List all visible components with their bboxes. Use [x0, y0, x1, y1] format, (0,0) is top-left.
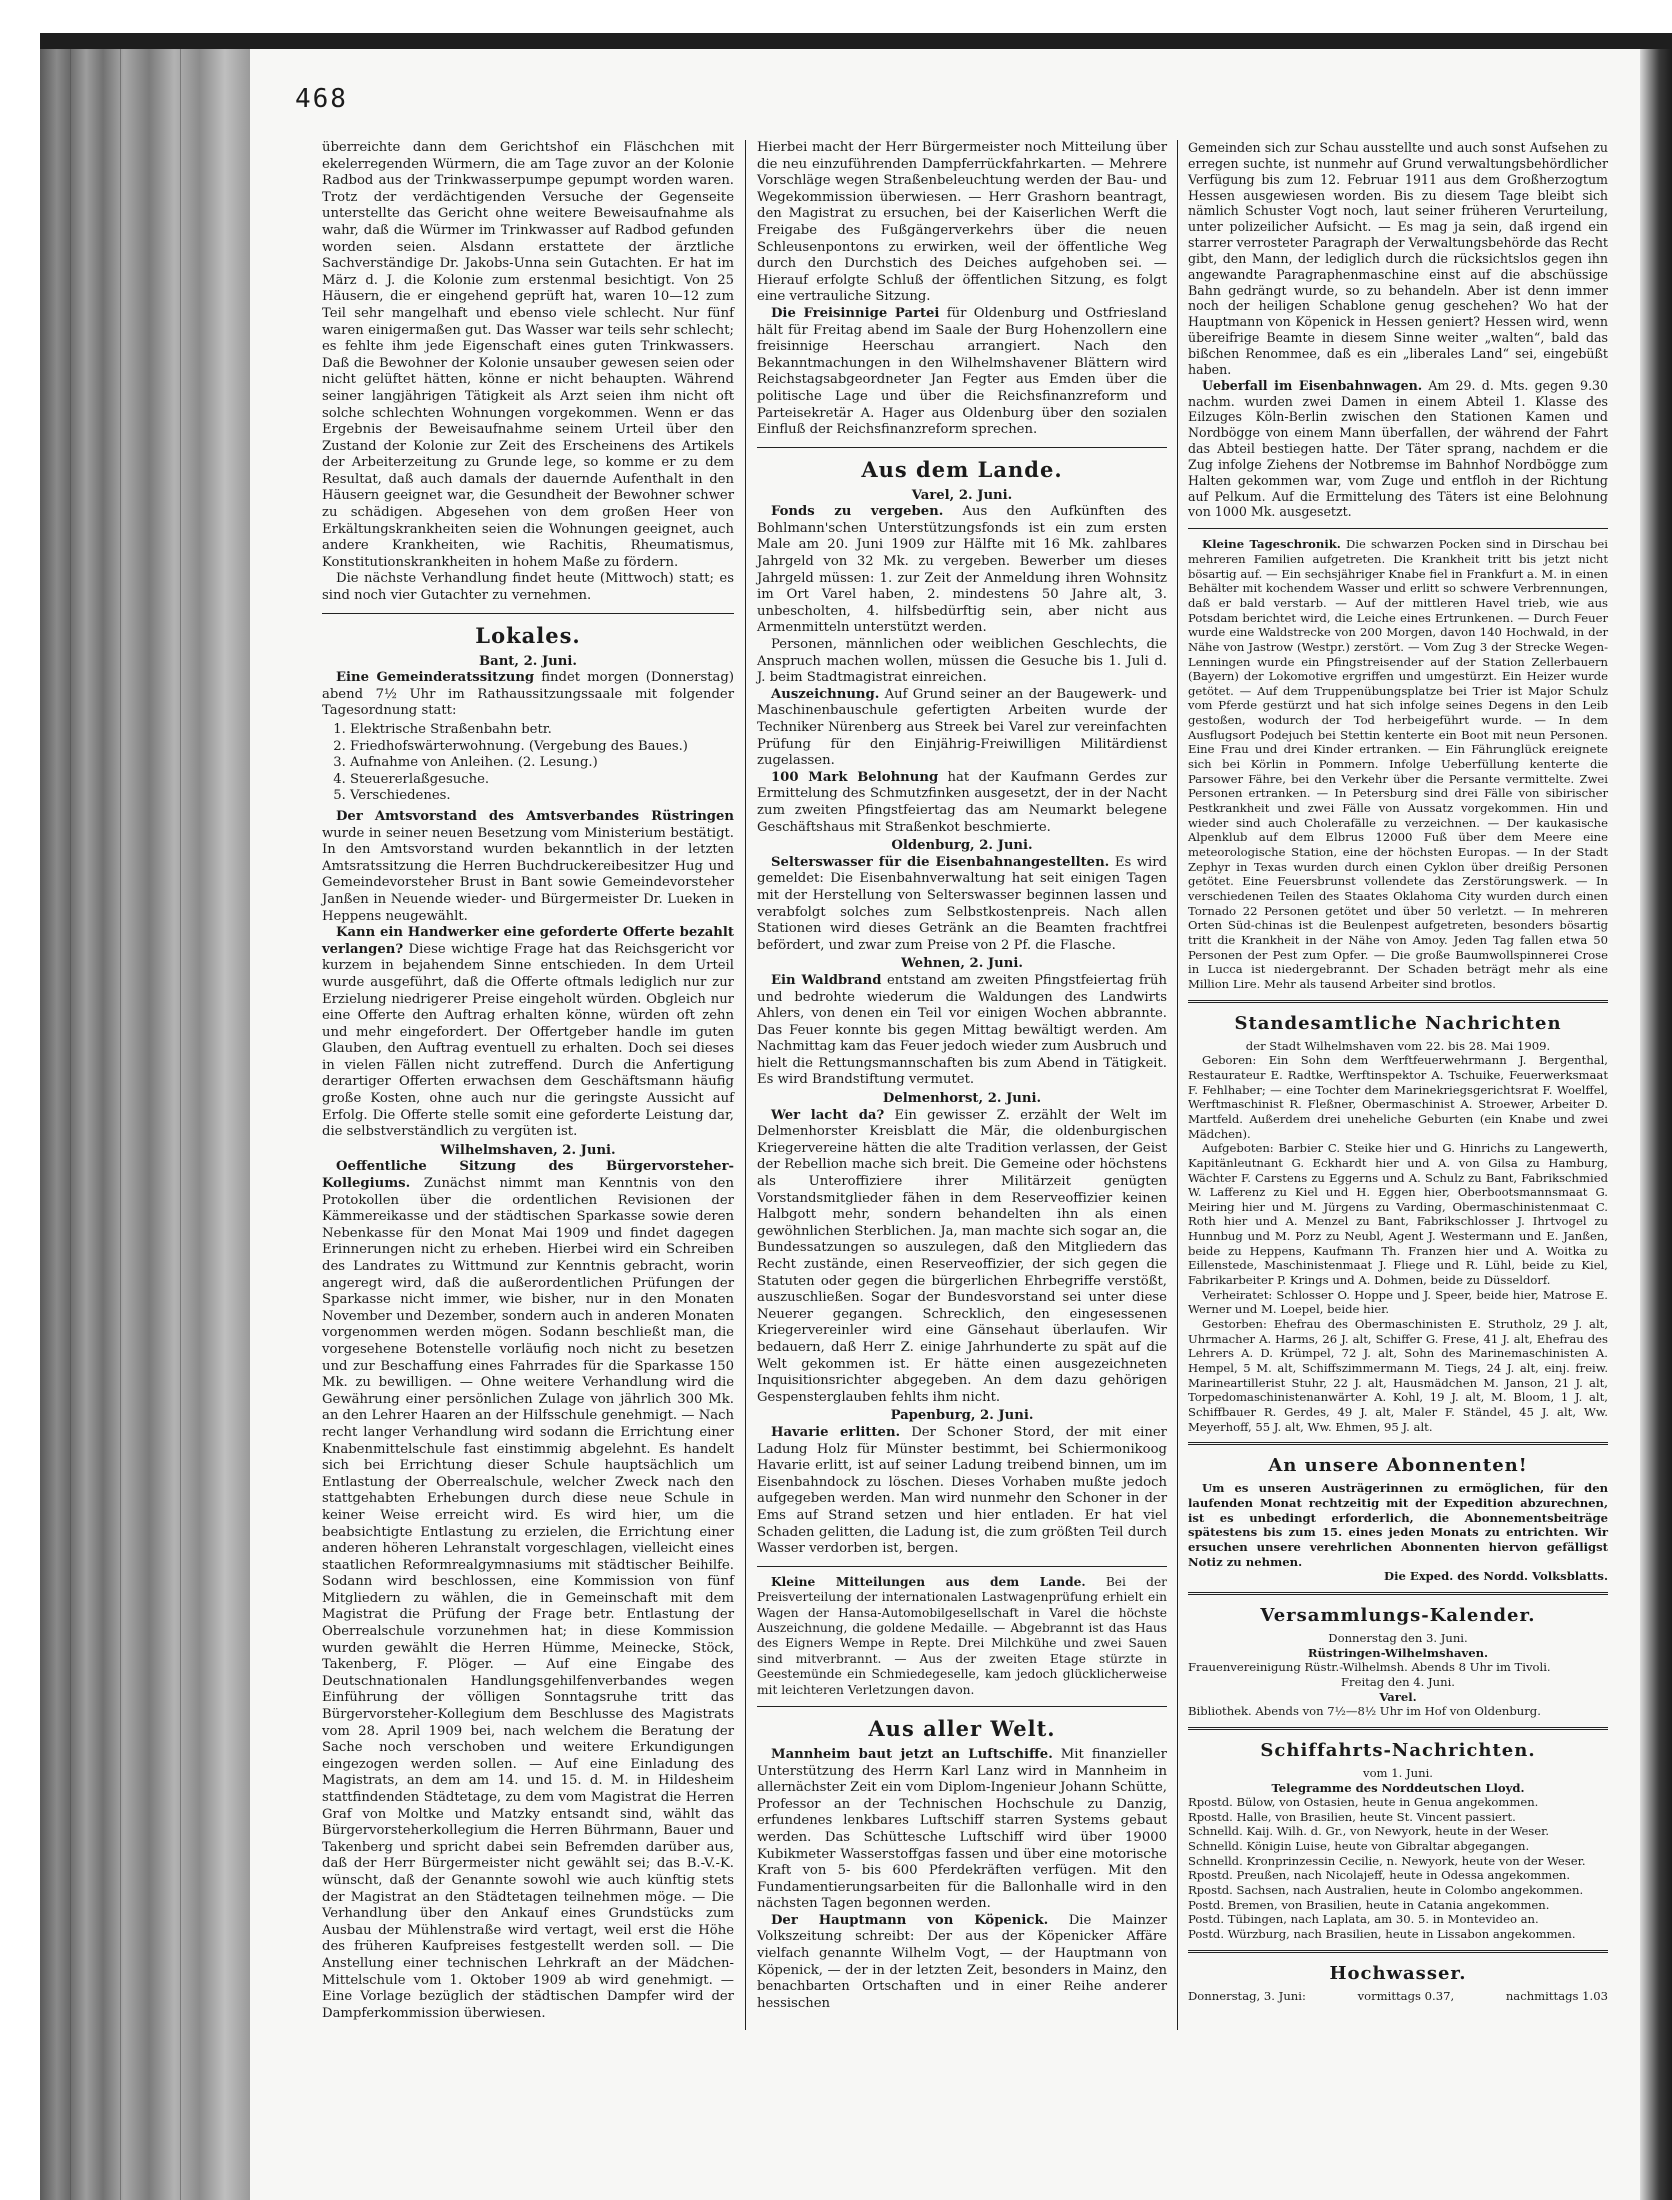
article-text: Die nächste Verhandlung findet heute (Mittwoch) statt; es sind noch vier Gutachter zu vernehmen.: [322, 571, 734, 604]
article-text: Hierbei macht der Herr Bürgermeister noch Mitteilung über die neu einzuführenden Dampferrückfahrkarten. — Mehrere Vorschläge wegen Straßenbeleuchtung werden der Bau- und Wegekommission überwiesen. — Herr Grashorn beantragt, den Magistrat zu ersuchen, bei der Kaiserlichen Werft die Freigabe des Fußgängerverkehrs über die neuen Schleusenpontons zu erwirken, weil der öffentliche Weg durch den Durchstich des Deiches aufgehoben sei. — Hierauf erfolgte Schluß der öffentlichen Sitzung, es folgt eine vertrauliche Sitzung.: [757, 140, 1167, 305]
shipping-item: Rpostd. Halle, von Brasilien, heute St. Vincent passiert.: [1188, 1809, 1516, 1824]
calendar-item: Bibliothek. Abends von 7½—8½ Uhr im Hof von Oldenburg.: [1188, 1704, 1541, 1719]
marriage-records: Verheiratet: Schlosser O. Hoppe und J. Speer, beide hier, Matrose E. Werner und M. Loepel, beide hier.: [1188, 1287, 1608, 1317]
shipping-item: Rpostd. Bülow, von Ostasien, heute in Genua angekommen.: [1188, 1795, 1539, 1810]
birth-records: Geboren: Ein Sohn dem Werftfeuerwehrmann J. Bergenthal, Restaurateur E. Radtke, Werftinspektor A. Tschuike, Feuerwerksmaat F. Fehlhaber; — eine Tochter dem Marinekriegsgerichtsrat F. Woelffel, Werftmaschinist R. Fleßner, Obermaschinist A. Stroewer, Arbeiter D. Martfeld. Außerdem drei uneheliche Geburten (ein Knabe und zwei Mädchen).: [1188, 1053, 1608, 1141]
article-text: für Oldenburg und Ostfriesland hält für Freitag abend im Saale der Burg Hohenzollern eine freisinnige Heerschau arrangiert. Nach den Bekanntmachungen in den Wilhelmshavener Blättern wird Reichstagsabgeordneter Jan Fegter aus Emden über die politische Lage und über die Reichsfinanzreform und Parteisekretär A. Hager aus Oldenburg über den sozialen Einfluß der Reichsfinanzreform sprechen.: [757, 305, 1167, 438]
tide-morning: vormittags 0.37,: [1357, 1988, 1455, 2003]
agenda-list: [336, 722, 734, 805]
article-heading: Kleine Tageschronik.: [1202, 537, 1341, 552]
shipping-item: Postd. Bremen, von Brasilien, heute in Catania angekommen.: [1188, 1897, 1550, 1912]
spine-edge: [180, 49, 181, 2200]
page-edge-shadow: [1640, 49, 1672, 2200]
divider: [757, 447, 1167, 448]
spine-edge: [120, 49, 121, 2200]
shipping-item: Schnelld. Kaij. Wilh. d. Gr., von Newyork, heute in der Weser.: [1188, 1824, 1550, 1839]
calendar-date: Donnerstag den 3. Juni.: [1328, 1630, 1468, 1645]
article-text: Auf Grund seiner an der Baugewerk- und Maschinenbauschule gefertigten Arbeiten wurde der Techniker Nürenberg aus Streek bei Varel zur vereinfachten Prüfung für den Einjährig-Freiwilligen Militärdienst zugelassen.: [757, 686, 1167, 769]
article-heading: Wer lacht da?: [771, 1107, 885, 1123]
column-1: [322, 140, 734, 2022]
article-heading: 100 Mark Belohnung: [771, 769, 939, 785]
article-heading: Ein Waldbrand: [771, 972, 882, 988]
article-text: Die schwarzen Pocken sind in Dirschau bei mehreren Familien aufgetreten. Die Krankheit tritt bis jetzt nicht bösartig auf. — Ein sechsjähriger Knabe fiel in Frankfurt a. M. in einen Behälter mit kochendem Wasser und erlitt so schwere Verbrennungen, daß er bald verstarb. — Auf der mittleren Havel trieb, wie aus Potsdam berichtet wird, die Leiche eines Ertrunkenen. — Durch Feuer wurde eine Waldstrecke von 200 Morgen, davon 140 Hochwald, in der Nähe von Jastrow (Westpr.) zerstört. — Vom Zug 3 der Strecke Wegen-Lenningen wurde ein Pfingstreisender auf der Station Zellerbauern (Bayern) der Lokomotive ergriffen und umgestürzt. Ein Heizer wurde getötet. — Auf dem Truppenübungsplatze bei Trier ist Major Schulz vom Pferde gestürzt und hat sich infolge seines Degens in den Leib gestoßen, wodurch der Tod herbeigeführt wurde. — In dem Ausflugsort Podejuch bei Stettin kenterte ein Boot mit neun Personen. Eine Frau und drei Kinder ertranken. — Ein Fährunglück ereignete sich bei Körlin in Pommern. Infolge Ueberfüllung kenterte die Parsower Fähre, bei den Verkehr über die Persante vermittelte. Zwei Personen ertranken. — In Petersburg sind drei Fälle von sibirischer Pestkrankheit und zwei Fälle von Aussatz vorgekommen. Hin und wieder sind auch Cholerafälle zu verzeichnen. — Der kaukasische Alpenklub auf dem Elbrus 12000 Fuß über dem Meere eine meteorologische Station, eine der höchsten Europas. — In der Stadt Zephyr in Texas wurden durch einen Cyklon über dreißig Personen getötet. Eine Feuersbrunst vollendete das Zerstörungswerk. — In verschiedenen Teilen des Staates Oklahoma City wurden durch einen Tornado 22 Personen getötet und über 50 verletzt. — In mehreren Orten Süd-chinas ist die Beulenpest aufgetreten, besonders bösartig tritt die Krankheit in der Nähe von Amoy. Jeden Tag fallen etwa 50 Personen der Pest zum Opfer. — Die große Baumwollspinnerei Crose in Lucca ist niedergebrannt. Der Schaden beträgt mehr als eine Million Lire. Mehr als tausend Arbeiter sind brotlos.: [1188, 537, 1608, 991]
tide-afternoon: nachmittags 1.03: [1505, 1988, 1608, 2003]
divider: [1188, 1950, 1608, 1953]
article-text: hat der Kaufmann Gerdes zur Ermittelung des Schmutzfinken ausgesetzt, der in der Nacht zum zweiten Pfingstfeiertag das am Neumarkt belegene Geschäftshaus mit Straßenkot beschmierte.: [757, 769, 1167, 835]
shipping-item: Rpostd. Sachsen, nach Australien, heute in Colombo angekommen.: [1188, 1883, 1584, 1898]
agenda-item: 4. Steuererlaßgesuche.: [350, 772, 734, 789]
section-heading-abonnenten: An unsere Abonnenten!: [1268, 1455, 1528, 1477]
dateline: Oldenburg, 2. Juni.: [891, 838, 1033, 854]
shipping-item: Schnelld. Königin Luise, heute von Gibraltar abgegangen.: [1188, 1839, 1530, 1854]
article-heading: Havarie erlitten.: [771, 1424, 901, 1440]
divider: [1188, 1727, 1608, 1730]
article-text: Am 29. d. Mts. gegen 9.30 nachm. wurden zwei Damen in einem Abteil 1. Klasse des Eilzuges Köln-Berlin zwischen den Stationen Kamen und Nordbögge von einem Mann überfallen, der während der Fahrt das Abteil bestiegen hatte. Der Täter sprang, nachdem er die Zug infolge Ziehens der Notbremse im Bahnhof Nordbögge zum Halten gekommen war, vom Zuge und entfloh in der Richtung auf Pelkum. Auf die Ermittelung des Täters ist eine Belohnung von 1000 Mk. ausgesetzt.: [1188, 377, 1608, 520]
article-heading: Kann ein Handwerker eine geforderte Offerte bezahlt verlangen?: [322, 925, 734, 957]
calendar-place: Rüstringen-Wilhelmshaven.: [1307, 1645, 1489, 1660]
agenda-item: 1. Elektrische Straßenbahn betr.: [350, 722, 734, 739]
column-2: [757, 140, 1167, 2012]
death-records: Gestorben: Ehefrau des Obermaschinisten E. Strutholz, 29 J. alt, Uhrmacher A. Harms, 26 J. alt, Schiffer G. Frese, 41 J. alt, Ehefrau des Lehrers A. D. Krümpel, 72 J. alt, Sohn des Marinemaschinisten A. Hempel, 5 M. alt, Schiffszimmermann M. Tiegs, 24 J. alt, einj. freiw. Marineartillerist Stuhr, 22 J. alt, Hausmädchen M. Janson, 21 J. alt, Torpedomaschinistenanwärter A. Kohl, 19 J. alt, M. Bloom, 1 J. alt, Schiffbauer R. Gerdes, 49 J. alt, Maler F. Ständel, 45 J. alt, Ww. Meyerhoff, 55 J. alt, Ww. Ehmen, 95 J. alt.: [1188, 1317, 1608, 1434]
article-heading: Der Amtsvorstand des Amtsverbandes Rüstringen: [336, 808, 734, 824]
article-heading: Auszeichnung.: [771, 686, 880, 702]
spine-edge: [70, 49, 71, 2200]
notice-signature: Die Exped. des Nordd. Volksblatts.: [1384, 1569, 1608, 1584]
shipping-item: Postd. Würzburg, nach Brasilien, heute in Lissabon angekommen.: [1188, 1927, 1576, 1942]
notice-text: Um es unseren Austrägerinnen zu ermöglichen, für den laufenden Monat rechtzeitig mit der Expedition abzurechnen, ist es unbedingt erforderlich, die Abonnementsbeiträge spätestens bis zum 15. eines jeden Monats zu entrichten. Wir ersuchen unsere verehrlichen Abonnenten hiervon gefälligst Notiz zu nehmen.: [1188, 1481, 1608, 1569]
agenda-item: 2. Friedhofswärterwohnung. (Vergebung des Baues.): [350, 739, 734, 756]
section-subheading: der Stadt Wilhelmshaven vom 22. bis 28. Mai 1909.: [1245, 1038, 1551, 1053]
divider: [757, 1566, 1167, 1567]
dateline: Varel, 2. Juni.: [911, 487, 1013, 503]
divider: [1188, 1592, 1608, 1595]
book-spine: [40, 49, 250, 2200]
section-heading-welt: Aus aller Welt.: [868, 1715, 1056, 1741]
article-text: überreichte dann dem Gerichtshof ein Fläschchen mit ekelerregenden Würmern, die am Tage zuvor an der Kolonie Radbod aus der Trinkwasserpumpe gepumpt worden waren. Trotz der verdächtigenden Versuche der Gegenseite unterstellte das Gericht ohne weitere Beweisaufnahme als wahr, daß die Würmer im Trinkwasser auf Radbod gefunden worden seien. Alsdann erstattete der ärztliche Sachverständige Dr. Jakobs-Unna sein Gutachten. Er hat im März d. J. die Kolonie zum erstenmal besichtigt. Von 25 Häusern, die er eingehend geprüft hat, waren 10—12 zum Teil sehr mangelhaft und ebenso viele schlecht. Nur fünf waren einigermaßen gut. Das Wasser war teils sehr schlecht; es fehlte ihm jede Eigenschaft eines guten Trinkwassers. Daß die Bewohner der Kolonie unsauber gewesen seien oder nicht gelüftet hätten, könne er nicht behaupten. Während seiner langjährigen Tätigkeit als Arzt seien ihm nicht oft solche schlechten Wohnungen vorgekommen. Wenn er das Ergebnis der Beweisaufnahme seinem Urteil über den Zustand der Kolonie zur Zeit des Erscheinens des Artikels der Arbeiterzeitung zu Grunde lege, so komme er zu dem Resultat, daß auch damals der dauernde Aufenthalt in den Häusern geeignet war, die Gesundheit der Bewohner schwer zu schädigen. Abgesehen von dem großen Heer von Erkältungskrankheiten seien die Wohnungen geeignet, auch andere Krankheiten, wie Rachitis, Rheumatismus, Konstitutionskrankheiten in hohem Maße zu fördern.: [322, 140, 734, 570]
article-text: Die Mainzer Volkszeitung schreibt: Der aus der Köpenicker Affäre vielfach genannte Wilhelm Vogt, — der Hauptmann von Köpenick, — der in der letzten Zeit, besonders in Mainz, den benachbarten Ortschaften und in einer Reihe anderer hessischen: [757, 1912, 1167, 2011]
scan-border: [40, 33, 1672, 49]
dateline: Bant, 2. Juni.: [479, 653, 577, 669]
article-text: Der Schoner Stord, der mit einer Ladung Holz für Münster bestimmt, bei Schiermonikoog Havarie erlitt, ist auf seiner Ladung treibend binnen, um im Eisenbahndock zu löschen. Dieses Vorhaben mußte jedoch aufgegeben werden. Man wird nunmehr den Schoner in der Ems auf Strand setzen und hier entladen. Er hat viel Schaden gelitten, die Ladung ist, die zum größten Teil durch Wasser verdorben ist, bergen.: [757, 1424, 1167, 1557]
section-heading-lande: Aus dem Lande.: [861, 456, 1063, 482]
dateline: Wilhelmshaven, 2. Juni.: [440, 1142, 616, 1158]
article-heading: Mannheim baut jetzt an Luftschiffe.: [771, 1746, 1053, 1762]
agenda-item: 5. Verschiedenes.: [350, 788, 734, 805]
article-heading: Fonds zu vergeben.: [771, 504, 944, 520]
article-heading: Die Freisinnige Partei: [771, 305, 940, 321]
dateline: Delmenhorst, 2. Juni.: [882, 1091, 1042, 1107]
shipping-date: vom 1. Juni.: [1363, 1765, 1433, 1780]
section-heading-schiffahrt: Schiffahrts-Nachrichten.: [1260, 1739, 1536, 1761]
agenda-item: 3. Aufnahme von Anleihen. (2. Lesung.): [350, 755, 734, 772]
tide-row: [1188, 1989, 1608, 2004]
dateline: Papenburg, 2. Juni.: [890, 1408, 1034, 1424]
article-text: Mit finanzieller Unterstützung des Herrn Karl Lanz wird in Mannheim in allernächster Zeit ein vom Diplom-Ingenieur Johann Schütte, Professor an der Technischen Hochschule zu Danzig, erfundenes lenkbares Luftschiff starren Systems gebaut werden. Das Schüttesche Luftschiff wird über 19000 Kubikmeter Wasserstoffgas fassen und über eine motorische Kraft von 5- bis 600 Pferdekräften verfügen. Mit den Fundamentierungsarbeiten für die Ballonhalle wird in den nächsten Tagen begonnen werden.: [757, 1746, 1167, 1912]
article-heading: Der Hauptmann von Köpenick.: [771, 1912, 1049, 1928]
shipping-subheading: Telegramme des Norddeutschen Lloyd.: [1271, 1780, 1525, 1795]
divider: [757, 1706, 1167, 1707]
article-heading: Kleine Mitteilungen aus dem Lande.: [771, 1574, 1086, 1589]
article-heading: Eine Gemeinderatssitzung: [336, 670, 535, 686]
article-text: Aus den Aufkünften des Bohlmann'schen Unterstützungsfonds ist ein zum ersten Male am 20. Juni 1909 zur Hälfte mit 16 Mk. zahlbares Jahrgeld von 32 Mk. zu vergeben. Bewerber um dieses Jahrgeld müssen: 1. zur Zeit der Anmeldung ihren Wohnsitz im Ort Varel haben, 2. mindestens 50 Jahre alt, 3. unbescholten, 4. hilfsbedürftig sein, aber nicht aus Armenmitteln unterstützt werden.: [757, 504, 1167, 636]
article-heading: Selterswasser für die Eisenbahnangestellten.: [771, 854, 1110, 870]
article-text: entstand am zweiten Pfingstfeiertag früh und bedrohte wiederum die Waldungen des Landwirts Ahlers, von denen ein Teil vor einigen Wochen abbrannte. Das Feuer konnte bis gegen Mittag bewältigt werden. Am Nachmittag kam das Feuer jedoch wieder zum Ausbruch und hielt die Rettungsmannschaften bis zum Abend in Tätigkeit. Es wird Brandstiftung vermutet.: [757, 972, 1167, 1088]
article-text: Es wird gemeldet: Die Eisenbahnverwaltung hat seit einigen Tagen mit der Herstellung von Selterswasser beginnen lassen und verabfolgt solches zum Selbstkostenpreis. Nach allen Stationen wird dieses Getränk an die Beamten frachtfrei befördert, und zwar zum Preise von 2 Pf. die Flasche.: [757, 854, 1168, 953]
article-text: Ein gewisser Z. erzählt der Welt im Delmenhorster Kreisblatt die Mär, die oldenburgischen Kriegervereine hätten die alte Tradition verlassen, der Geist der Rebellion mache sich breit. Die Gemeine oder höchstens als Unteroffiziere ihrer Militärzeit genügten Vorstandsmitglieder fähen in dem Reserveoffizier keinen Halbgott mehr, sondern behandelten ihn als einen gewöhnlichen Sterblichen. Ja, man machte sich sogar an, die Bundessatzungen so auszulegen, daß den Mitgliedern das Recht zustände, einen Reserveoffizier, der sich gegen die Statuten oder gegen die bürgerlichen Ehrbegriffe verstößt, auszuschließen. Sogar der Bundesvorstand sei unter diese Neuerer gegangen. Schrecklich, den eingesessenen Kriegervereinler wird eine Gänsehaut überlaufen. Wir bedauern, daß Herr Z. einige Jahrhunderte zu spät auf die Welt gekommen ist. Er hätte einen ausgezeichneten Inquisitionsrichter abgegeben. An dem dazu gehörigen Gespensterglauben fehlts ihm nicht.: [757, 1107, 1167, 1405]
article-text: Gemeinden sich zur Schau ausstellte und auch sonst Aufsehen zu erregen suchte, ist nunmehr auf Grund verwaltungsbehördlicher Verfügung bis zum 12. Februar 1911 aus dem Großherzogtum Hessen ausgewiesen worden. Bis zu diesem Tage bleibt sich nämlich Schuster Vogt noch, laut seiner früheren Verurteilung, unter polizeilicher Aufsicht. — Es mag ja sein, daß irgend ein starrer verrosteter Paragraph der Verwaltungsbehörde das Recht gibt, den Mann, der lediglich durch die rücksichtslos gegen ihn angewandte Paragraphenmaschine einst auf die abschüssige Bahn gedrängt wurde, so zu behandeln. Aber ist denn immer noch der heiligen Schablone genug geschehen? Wo hat der Hauptmann von Köpenick in Hessen geniert? Hessen wird, wenn übereifrige Beamte in diesem Sinne weiter „walten“, bald das bißchen Renommee, daß es ein „liberales Land“ sei, eingebüßt haben.: [1188, 140, 1608, 377]
dateline: Wehnen, 2. Juni.: [901, 956, 1023, 972]
article-text: Bei der Preisverteilung der internationalen Lastwagenprüfung erhielt ein Wagen der Hansa-Automobilgesellschaft in Varel die höchste Auszeichnung, die goldene Medaille. — Abgebrannt ist das Haus des Eigners Wempe in Repte. Drei Milchkühe und zwei Sauen sind mitverbrannt. — Aus der zweiten Etage stürzte in Geestemünde ein Schmiedegeselle, kam jedoch glücklicherweise mit leichteren Verletzungen davon.: [757, 1574, 1167, 1697]
article-text: Personen, männlichen oder weiblichen Geschlechts, die Anspruch machen wollen, müssen die Gesuche bis 1. Juli d. J. beim Stadtmagistrat einreichen.: [757, 637, 1167, 686]
column-3: [1188, 140, 1608, 2003]
divider: [1188, 1000, 1608, 1003]
article-text: Diese wichtige Frage hat das Reichsgericht vor kurzem in bejahendem Sinne entschieden. In dem Urteil wurde ausgeführt, daß die Offerte oftmals lediglich nur zur Erzielung niedrigerer Preise eingeholt würden. Obgleich nur eine Offerte den Auftrag erhalten könne, würden oft zehn und mehr eingefordert. Der Offertgeber handle im guten Glauben, den Auftrag eventuell zu erhalten. Doch sei dieses in vielen Fällen nicht zutreffend. Durch die Anfertigung derartiger Offerten erwachsen dem Geschäftsmann häufig große Kosten, ohne auch nur die geringste Aussicht auf Erfolg. Die Offerte stelle somit eine geforderte Leistung dar, die selbstverständlich zu vergüten ist.: [322, 941, 734, 1140]
page-number: 468: [295, 84, 348, 114]
divider: [1188, 1442, 1608, 1445]
shipping-item: Schnelld. Kronprinzessin Cecilie, n. Newyork, heute von der Weser.: [1188, 1853, 1586, 1868]
divider: [1188, 528, 1608, 529]
banns-records: Aufgeboten: Barbier C. Steike hier und G. Hinrichs zu Langewerth, Kapitänleutnant G. Eckhardt hier und A. von Gilsa zu Hamburg, Wächter F. Carstens zu Eggerns und A. Schulz zu Bant, Fabrikschmied W. Lafferenz zu Kiel und H. Eggen hier, Oberbootsmannsmaat G. Meiring hier und M. Jürgens zu Varding, Obermaschinistenmaat C. Roth hier und A. Menzel zu Bant, Fabrikschlosser J. Ihrtvogel zu Hunnbug und M. Porz zu Neubl, Agent J. Westermann und E. Janßen, beide zu Heppens, Kaufmann Th. Franzen hier und A. Woitka zu Eillenstede, Maschinistenmaat J. Fliege und R. Lühl, beide zu Kiel, Fabrikarbeiter P. Krings und A. Dohmen, beide zu Düsseldorf.: [1188, 1141, 1608, 1288]
calendar-place: Varel.: [1379, 1689, 1417, 1704]
section-heading-standesamt: Standesamtliche Nachrichten: [1234, 1012, 1562, 1034]
column-rule: [1177, 140, 1178, 2030]
shipping-item: Rpostd. Preußen, nach Nicolajeff, heute in Odessa angekommen.: [1188, 1868, 1571, 1883]
shipping-item: Postd. Tübingen, nach Laplata, am 30. 5. in Montevideo an.: [1188, 1912, 1539, 1927]
calendar-item: Frauenvereinigung Rüstr.-Wilhelmsh. Abends 8 Uhr im Tivoli.: [1188, 1660, 1551, 1675]
section-heading-versammlungen: Versammlungs-Kalender.: [1260, 1604, 1536, 1626]
article-heading: Ueberfall im Eisenbahnwagen.: [1202, 377, 1423, 393]
column-rule: [745, 140, 746, 2030]
calendar-date: Freitag den 4. Juni.: [1341, 1674, 1455, 1689]
tide-day: Donnerstag, 3. Juni:: [1188, 1988, 1306, 2003]
article-text: findet morgen (Donnerstag) abend 7½ Uhr im Rathaussitzungssaale mit folgender Tagesordnung statt:: [322, 670, 734, 719]
section-heading-lokales: Lokales.: [475, 622, 581, 648]
article-heading: Oeffentliche Sitzung des Bürgervorsteher-Kollegiums.: [322, 1159, 734, 1192]
scan-margin: [0, 0, 1672, 34]
section-heading-hochwasser: Hochwasser.: [1329, 1962, 1467, 1984]
divider: [322, 613, 734, 614]
article-text: Zunächst nimmt man Kenntnis von den Protokollen über die ordentlichen Revisionen der Kämmereikasse und der städtischen Sparkasse sowie deren Nebenkasse für den Monat Mai 1909 und findet dagegen Erinnerungen nicht zu erheben. Hierbei wird ein Schreiben des Landrates zu Wittmund zur Kenntnis gebracht, worin angeregt wird, daß die außerordentlichen Prüfungen der Sparkasse nicht immer, wie bisher, nur in den Monaten November und Dezember, sondern auch in anderen Monaten vorgenommen werden mögen. Sodann beschließt man, die vorgesehene Botenstelle vorläufig noch nicht zu besetzen und zur Beschaffung eines Fahrrades für die Sparkasse 150 Mk. zu bewilligen. — Ohne weitere Verhandlung wird die Gewährung einer persönlichen Zulage von jährlich 300 Mk. an den Lehrer Haaren an der Hilfsschule genehmigt. — Nach recht langer Verhandlung wird sodann die Errichtung einer Knabenmittelschule fast einstimmig abgelehnt. Es handelt sich bei Errichtung dieser Schule hauptsächlich um Entlastung der Oberrealschule, welcher Zweck nach den stattgehabten Erhebungen durch diese neue Schule in keiner Weise erreicht wird. Es wird hier, um die beabsichtigte Entlastung zu erzielen, die Errichtung einer anderen höheren Lehranstalt vorgeschlagen, vielleicht eines staatlichen Reformrealgymnasiums mit städtischer Beihilfe. Sodann wird beschlossen, eine Kommission von fünf Mitgliedern zu wählen, die in Gemeinschaft mit dem Magistrat die Prüfung der Frage betr. Entlastung der Oberrealschule vorzunehmen hat; in diese Kommission wurden gewählt die Herren Hümme, Meinecke, Stöck, Takenberg, F. Plöger. — Auf eine Eingabe des Deutschnationalen Handlungsgehilfenverbandes wegen Einführung der völligen Sonntagsruhe tritt das Bürgervorsteher-Kollegium dem Beschlusse des Magistrats vom 28. April 1909 bei, nach welchem die Beratung der Sache noch verschoben und weitere Erkundigungen eingezogen werden sollen. — Auf eine Einladung des Magistrats, an dem am 14. und 15. d. M. in Hildesheim stattfindenden Städtetage, zu dem vom Magistrat die Herren Graf von Moltke und Matzky entsandt sind, wählt das Bürgervorsteherkollegium die Herren Bührmann, Bauer und Takenberg und spricht dabei sein Befremden darüber aus, daß der Herr Bürgermeister nicht gewählt sei; das B.-V.-K. wünscht, daß der Genannte sowohl wie auch künftig stets der Magistrat an den Städtetagen teilnehmen möge. — Die Verhandlung über den Ankauf eines Grundstücks zum Ausbau der Mühlenstraße wird vertagt, weil erst die Höhe des früheren Kaufpreises festgestellt werden soll. — Die Anstellung einer technischen Lehrkraft an der Mädchen-Mittelschule vom 1. Oktober 1909 ab wird genehmigt. — Eine Vorlage bezüglich der städtischen Dampfer wird der Dampferkommission überwiesen.: [322, 1176, 734, 2021]
article-text: wurde in seiner neuen Besetzung vom Ministerium bestätigt. In den Amtsvorstand wurden bekanntlich in der letzten Amtsratssitzung die Herren Buchdruckereibesitzer Hug und Gemeindevorsteher Brust in Bant sowie Gemeindevorsteher Janßen in Neuende wieder- und Bürgermeister Dr. Lueken in Heppens neugewählt.: [322, 825, 734, 924]
